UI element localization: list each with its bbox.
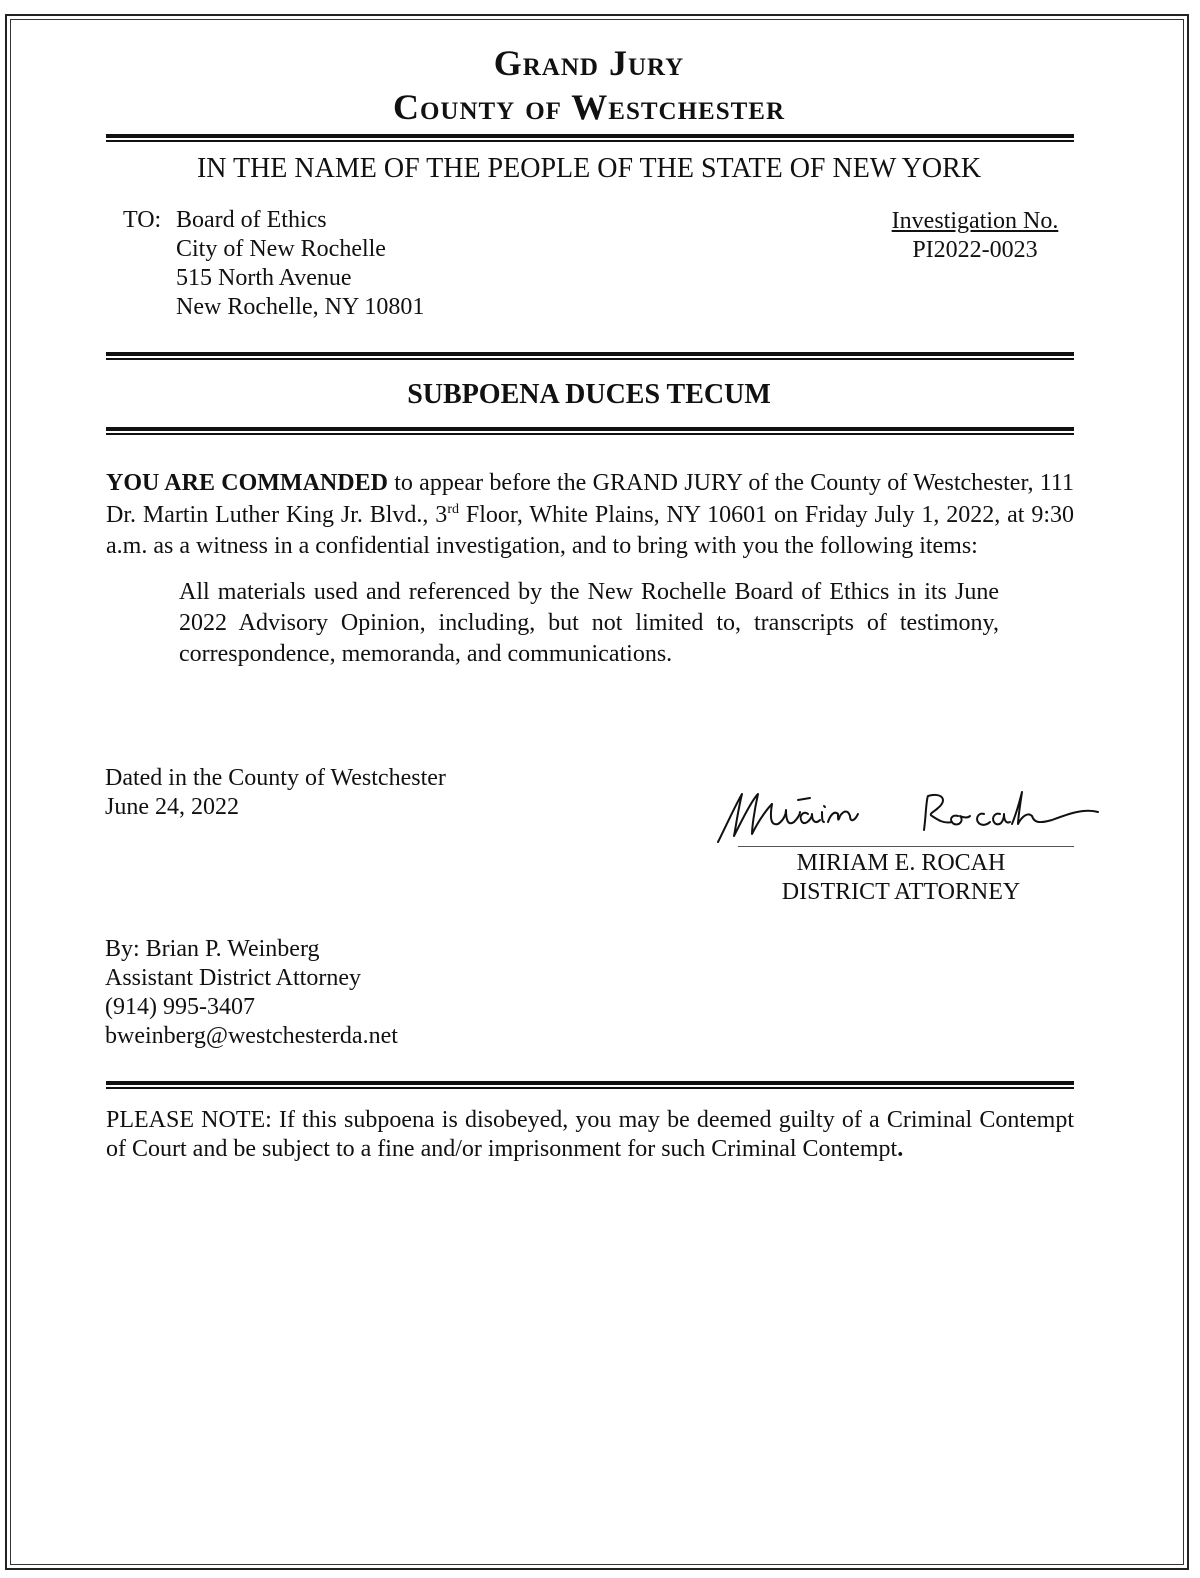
by-attorney-name: By: Brian P. Weinberg [105, 936, 320, 962]
command-text-1: to appear before the GRAND JURY of the County of Westchester, 111 Dr. Martin Luther King Jr. Blvd., 3 [106, 470, 1074, 528]
dated-location: Dated in the County of Westchester [105, 765, 446, 791]
double-rule-2 [106, 352, 1074, 360]
by-attorney-phone: (914) 995-3407 [105, 994, 255, 1020]
by-attorney-title: Assistant District Attorney [105, 965, 361, 991]
signature-image [712, 786, 1112, 850]
contempt-notice [106, 1106, 1074, 1164]
by-attorney-email[interactable]: bweinberg@westchesterda.net [105, 1023, 398, 1049]
double-rule-3 [106, 427, 1074, 435]
command-text-2: Floor, White Plains, NY 10601 on Friday July 1, 2022, at 9:30 a.m. as a witness in a confidential investigation, and to bring with you the following items: [106, 501, 1074, 559]
to-label: TO: [123, 207, 162, 233]
recipient-line: New Rochelle, NY 10801 [176, 294, 425, 320]
investigation-label: Investigation No. [891, 208, 1059, 234]
signatory-title: DISTRICT ATTORNEY [781, 879, 1021, 905]
items-requested: All materials used and referenced by the New Rochelle Board of Ethics in its June 2022 Advisory Opinion, including, but not limited to, transcripts of testimony, correspondence, memoranda, and communications. [179, 579, 999, 667]
dated-date: June 24, 2022 [105, 794, 239, 820]
floor-ordinal: rd [447, 501, 459, 517]
title-county: County of Westchester [392, 87, 786, 127]
double-rule-1 [106, 134, 1074, 142]
notice-text: PLEASE NOTE: If this subpoena is disobeyed, you may be deemed guilty of a Criminal Contempt of Court and be subject to a fine and/or imprisonment for such Criminal Contempt [106, 1107, 1074, 1162]
recipient-line: 515 North Avenue [176, 265, 352, 291]
signature-line [738, 846, 1074, 847]
document-type-heading: SUBPOENA DUCES TECUM [407, 379, 771, 410]
people-heading: IN THE NAME OF THE PEOPLE OF THE STATE OF NEW YORK [196, 153, 982, 184]
double-rule-4 [106, 1081, 1074, 1089]
title-grand-jury: Grand Jury [493, 43, 685, 83]
command-lead: YOU ARE COMMANDED [106, 470, 388, 496]
signatory-name: MIRIAM E. ROCAH [796, 850, 1006, 876]
command-paragraph [106, 468, 1074, 563]
recipient-line: Board of Ethics [176, 207, 327, 233]
investigation-number: PI2022-0023 [912, 237, 1038, 263]
notice-end-mark: . [897, 1136, 904, 1162]
recipient-line: City of New Rochelle [176, 236, 386, 262]
